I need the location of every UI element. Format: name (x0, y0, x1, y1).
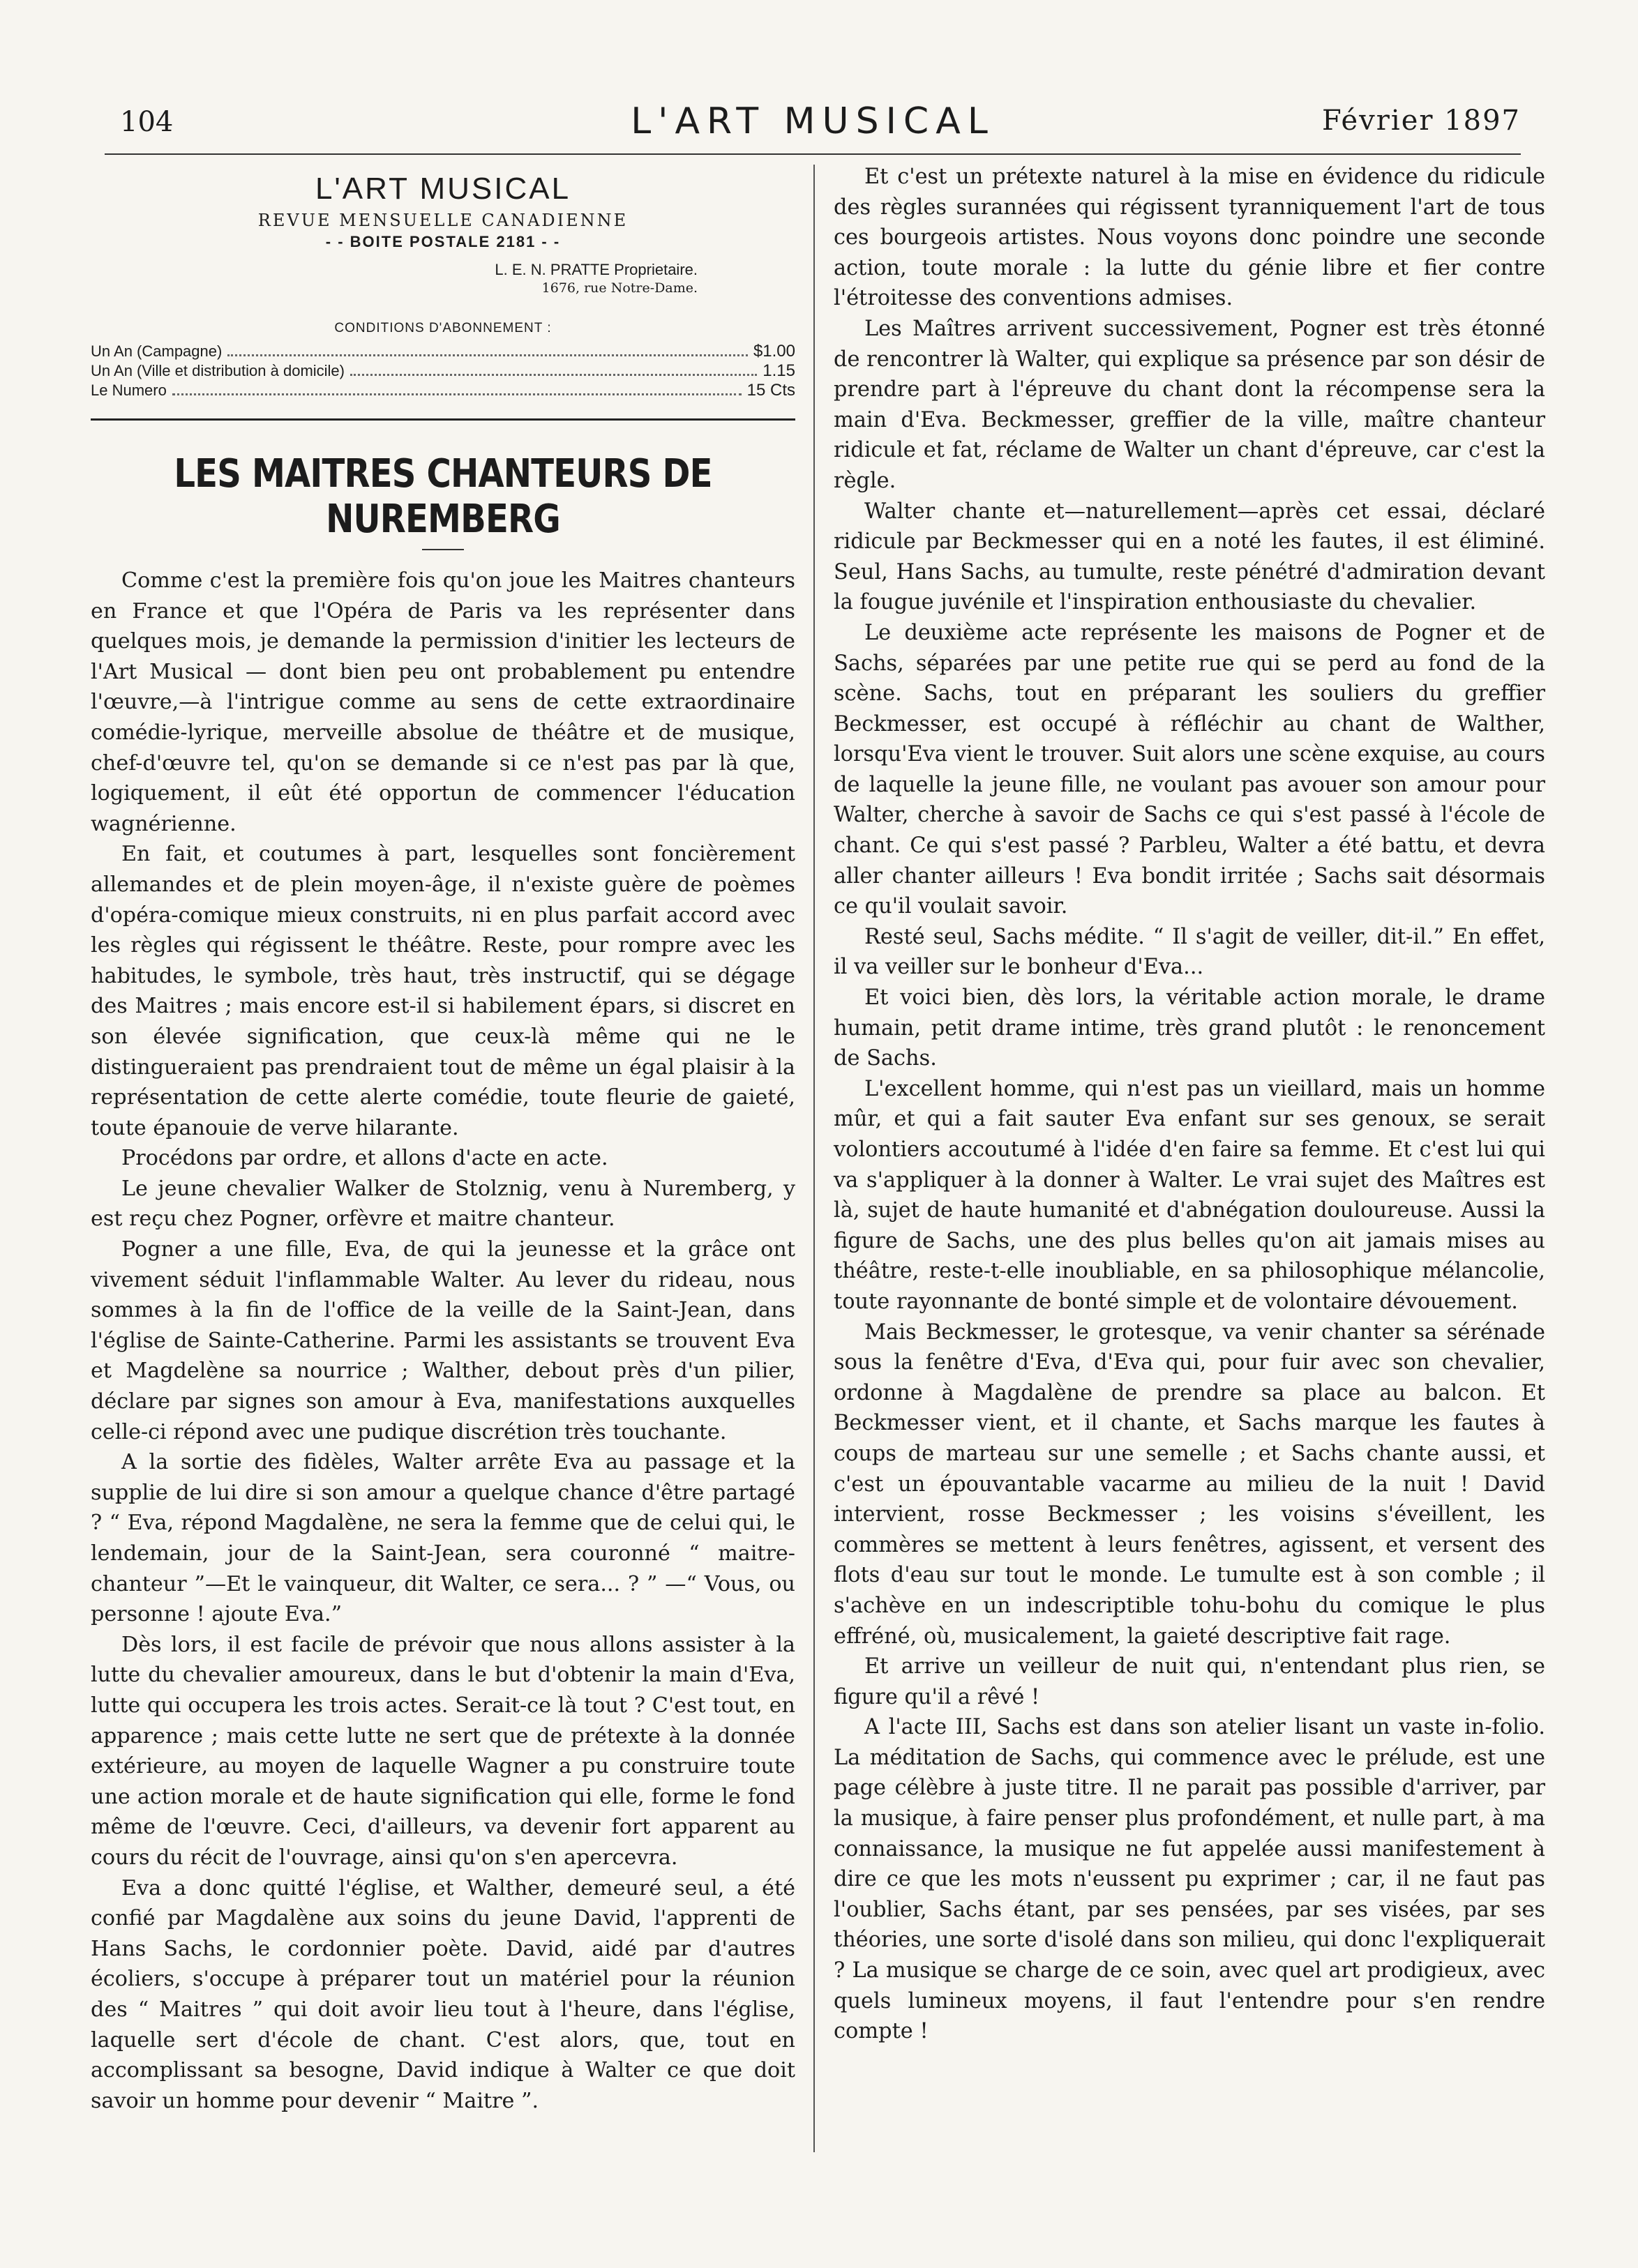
rate-label: Un An (Ville et distribution à domicile) (91, 362, 345, 379)
rate-row (91, 342, 795, 361)
article-paragraph: Mais Beckmesser, le grotesque, va venir chanter sa sérénade sous la fenêtre d'Eva, d'Eva qui, pour fuir avec son chevalier, ordonne à Magdalène de prendre sa place au balcon. Et Beckmesser vient, et il chante, et Sachs marque les fautes à coups de marteau sur une semelle ; et Sachs chante aussi, et c'est un épouvantable vacarme au milieu de la nuit ! David intervient, rosse Beckmesser ; les voisins s'éveillent, les commères se mettent à leurs fenêtres, agissent, et versent des flots d'eau sur tout le monde. Le tumulte est à son comble ; il s'achève en un indescriptible tohu-bohu du comique le plus effréné, où, musicalement, la gaieté descriptive fait rage. (834, 1320, 1545, 1649)
subscription-conditions-title: CONDITIONS D'ABONNEMENT : (334, 321, 552, 335)
page-number: 104 (120, 106, 174, 138)
running-head (105, 98, 1521, 155)
rate-label: Un An (Campagne) (91, 342, 223, 360)
article-paragraph: Resté seul, Sachs médite. “ Il s'agit de veiller, dit-il.” En effet, il va veiller sur le bonheur d'Eva... (834, 924, 1545, 980)
article-title: LES MAITRES CHANTEURS DE NUREMBERG (174, 451, 712, 542)
subscription-rates (91, 342, 795, 400)
article-paragraph: Le jeune chevalier Walker de Stolznig, venu à Nuremberg, y est reçu chez Pogner, orfèvre et maitre chanteur. (91, 1176, 795, 1232)
column-divider (813, 165, 815, 2152)
article-paragraph: Procédons par ordre, et allons d'acte en acte. (121, 1146, 608, 1171)
postal-box-line: - - BOITE POSTALE 2181 - - (325, 233, 561, 250)
article-paragraph: Comme c'est la première fois qu'on joue les Maitres chanteurs en France et que l'Opéra de Paris va les représenter dans quelques mois, je demande la permission d'initier les lecteurs de l'Art Musical — dont bien peu ont probablement pu entendre l'œuvre,—à l'intrigue comme au sens de cette extraordinaire comédie-lyrique, merveille absolue de théâtre et de musique, chef-d'œuvre tel, qu'on se demande si ce n'est pas par là que, logiquement, il eût été opportun de commencer l'éducation wagnérienne. (91, 568, 795, 836)
article-paragraph: Les Maîtres arrivent successivement, Pogner est très étonné de rencontrer là Walter, qui explique sa présence par son désir de prendre part à l'épreuve du chant dont la récompense sera la main d'Eva. Beckmesser, greffier de la ville, maître chanteur ridicule et fat, réclame de Walter un chant d'épreuve, car c'est la règle. (834, 316, 1545, 493)
leader-dots (227, 354, 748, 356)
rate-price: $1.00 (753, 342, 795, 361)
rate-label: Le Numero (91, 381, 167, 399)
article-paragraph: Et voici bien, dès lors, la véritable action morale, le drame humain, petit drame intime, très grand plutôt : le renoncement de Sachs. (834, 985, 1545, 1071)
leader-dots (172, 393, 742, 395)
title-ornament (422, 549, 464, 550)
article-paragraph: Eva a donc quitté l'église, et Walther, demeuré seul, a été confié par Magdalène aux soins du jeune David, l'apprenti de Hans Sachs, le cordonnier poète. David, aidé par d'autres écoliers, s'occupe à préparer tout un matériel pour la réunion des “ Maitres ” qui doit avoir lieu tout à l'heure, dans l'église, laquelle sert d'école de chant. C'est alors, que, tout en accomplissant sa besogne, David indique à Walter ce que doit savoir un homme pour devenir “ Maitre ”. (91, 1875, 795, 2113)
info-box-title: L'ART MUSICAL (315, 172, 571, 206)
leader-dots (350, 374, 757, 376)
article-paragraph: Et arrive un veilleur de nuit qui, n'entendant plus rien, se figure qu'il a rêvé ! (834, 1654, 1545, 1709)
masthead: L'ART MUSICAL (631, 100, 995, 142)
publication-info-box (91, 172, 795, 430)
title-rule (91, 418, 795, 421)
issue-date: Février 1897 (1321, 105, 1521, 137)
rate-row (91, 361, 795, 381)
article-paragraph: A l'acte III, Sachs est dans son atelier lisant un vaste in-folio. La méditation de Sachs, qui commence avec le prélude, est une page célèbre à juste titre. Il ne parait pas possible d'arriver, par la musique, à faire penser plus profondément, et nulle part, à ma connaissance, la musique ne fut appelée aussi manifestement à dire ce que les mots n'eussent pu exprimer ; car, il ne faut pas l'oublier, Sachs étant, par ses pensées, par ses visées, par ses théories, une sorte d'isolé dans son milieu, qui donc l'expliquerait ? La musique se charge de ce soin, avec quel art prodigieux, avec quels lumineux moyens, il faut l'entendre pour s'en rendre compte ! (834, 1715, 1545, 2044)
article-paragraph: En fait, et coutumes à part, lesquelles sont foncièrement allemandes et de plein moyen-âge, il n'existe guère de poèmes d'opéra-comique mieux construits, ni en plus parfait accord avec les règles qui régissent le théâtre. Reste, pour rompre avec les habitudes, le symbole, très haut, très instructif, qui se dégage des Maitres ; mais encore est-il si habilement épars, si discret en son élevée signification, que ceux-là même qui ne le distingueraient pas prendraient tout de même un égal plaisir à la représentation de cette alerte comédie, toute fleurie de gaieté, toute épanouie de verve hilarante. (91, 842, 795, 1140)
rate-price: 15 Cts (746, 381, 795, 400)
rate-price: 1.15 (762, 361, 795, 380)
rate-row (91, 381, 795, 400)
owner-line: L. E. N. PRATTE Proprietaire. (495, 261, 698, 278)
address-line: 1676, rue Notre-Dame. (541, 280, 698, 296)
article-paragraph: Walter chante et—naturellement—après cet essai, déclaré ridicule par Beckmesser qui en a noté les fautes, il est éliminé. Seul, Hans Sachs, au tumulte, reste pénétré d'admiration devant la fougue juvénile et l'inspiration enthousiaste du chevalier. (834, 499, 1545, 615)
article-paragraph: Le deuxième acte représente les maisons de Pogner et de Sachs, séparées par une petite rue qui se perd au fond de la scène. Sachs, tout en préparant les souliers du greffier Beckmesser, est occupé à réfléchir au chant de Walther, lorsqu'Eva vient le trouver. Suit alors une scène exquise, au cours de laquelle la jeune fille, ne voulant pas avouer son amour pour Walter, cherche à savoir de Sachs ce qui s'est passé à l'école de chant. Ce qui s'est passé ? Parbleu, Walter a été battu, et devra aller chanter ailleurs ! Eva bondit irritée ; Sachs sait désormais ce qu'il voulait savoir. (834, 620, 1545, 919)
article-paragraph: Et c'est un prétexte naturel à la mise en évidence du ridicule des règles surannées qui régissent tyranniquement l'art de tous ces bourgeois artistes. Nous voyons donc poindre une seconde action, toute morale : la lutte du génie libre et fier contre l'étroitesse des conventions admises. (834, 165, 1545, 311)
article-paragraph: Pogner a une fille, Eva, de qui la jeunesse et la grâce ont vivement séduit l'inflammable Walter. Au lever du rideau, nous sommes à la fin de l'office de la veille de la Saint-Jean, dans l'église de Sainte-Catherine. Parmi les assistants se trouvent Eva et Magdelène sa nourrice ; Walther, debout près d'un pilier, déclare par signes son amour à Eva, manifestations auxquelles celle-ci répond avec une pudique discrétion très touchante. (91, 1237, 795, 1444)
article-paragraph: L'excellent homme, qui n'est pas un vieillard, mais un homme mûr, et qui a fait sauter Eva enfant sur ses genoux, se serait volontiers accoutumé à l'idée d'en faire sa femme. Et c'est lui qui va s'appliquer à la donner à Walter. Le vrai sujet des Maîtres est là, sujet de haute humanité et d'abnégation douloureuse. Aussi la figure de Sachs, une des plus belles qu'on ait jamais mises au théâtre, reste-t-elle inoubliable, en sa philosophique mélancolie, toute rayonnante de bonté simple et de volontaire dévouement. (834, 1076, 1545, 1314)
right-column (834, 162, 1545, 2047)
info-box-subtitle: REVUE MENSUELLE CANADIENNE (257, 211, 629, 230)
left-column (91, 162, 795, 2116)
article-paragraph: A la sortie des fidèles, Walter arrête Eva au passage et la supplie de lui dire si son amour a quelque chance d'être partagé ? “ Eva, répond Magdalène, ne sera la femme que de celui qui, le lendemain, jour de la Saint-Jean, sera couronné “ maitre-chanteur ”—Et le vainqueur, dit Walter, ce sera... ? ” —“ Vous, ou personne ! ajoute Eva.” (91, 1450, 795, 1627)
article-paragraph: Dès lors, il est facile de prévoir que nous allons assister à la lutte du chevalier amoureux, dans le but d'obtenir la main d'Eva, lutte qui occupera les trois actes. Serait-ce là tout ? C'est tout, en apparence ; mais cette lutte ne sert que de prétexte à la donnée extérieure, au moyen de laquelle Wagner a pu construire toute une action morale et de haute signification qui elle, forme le fond même de l'œuvre. Ceci, d'ailleurs, va devenir fort apparent au cours du récit de l'ouvrage, ainsi qu'on s'en apercevra. (91, 1632, 795, 1870)
